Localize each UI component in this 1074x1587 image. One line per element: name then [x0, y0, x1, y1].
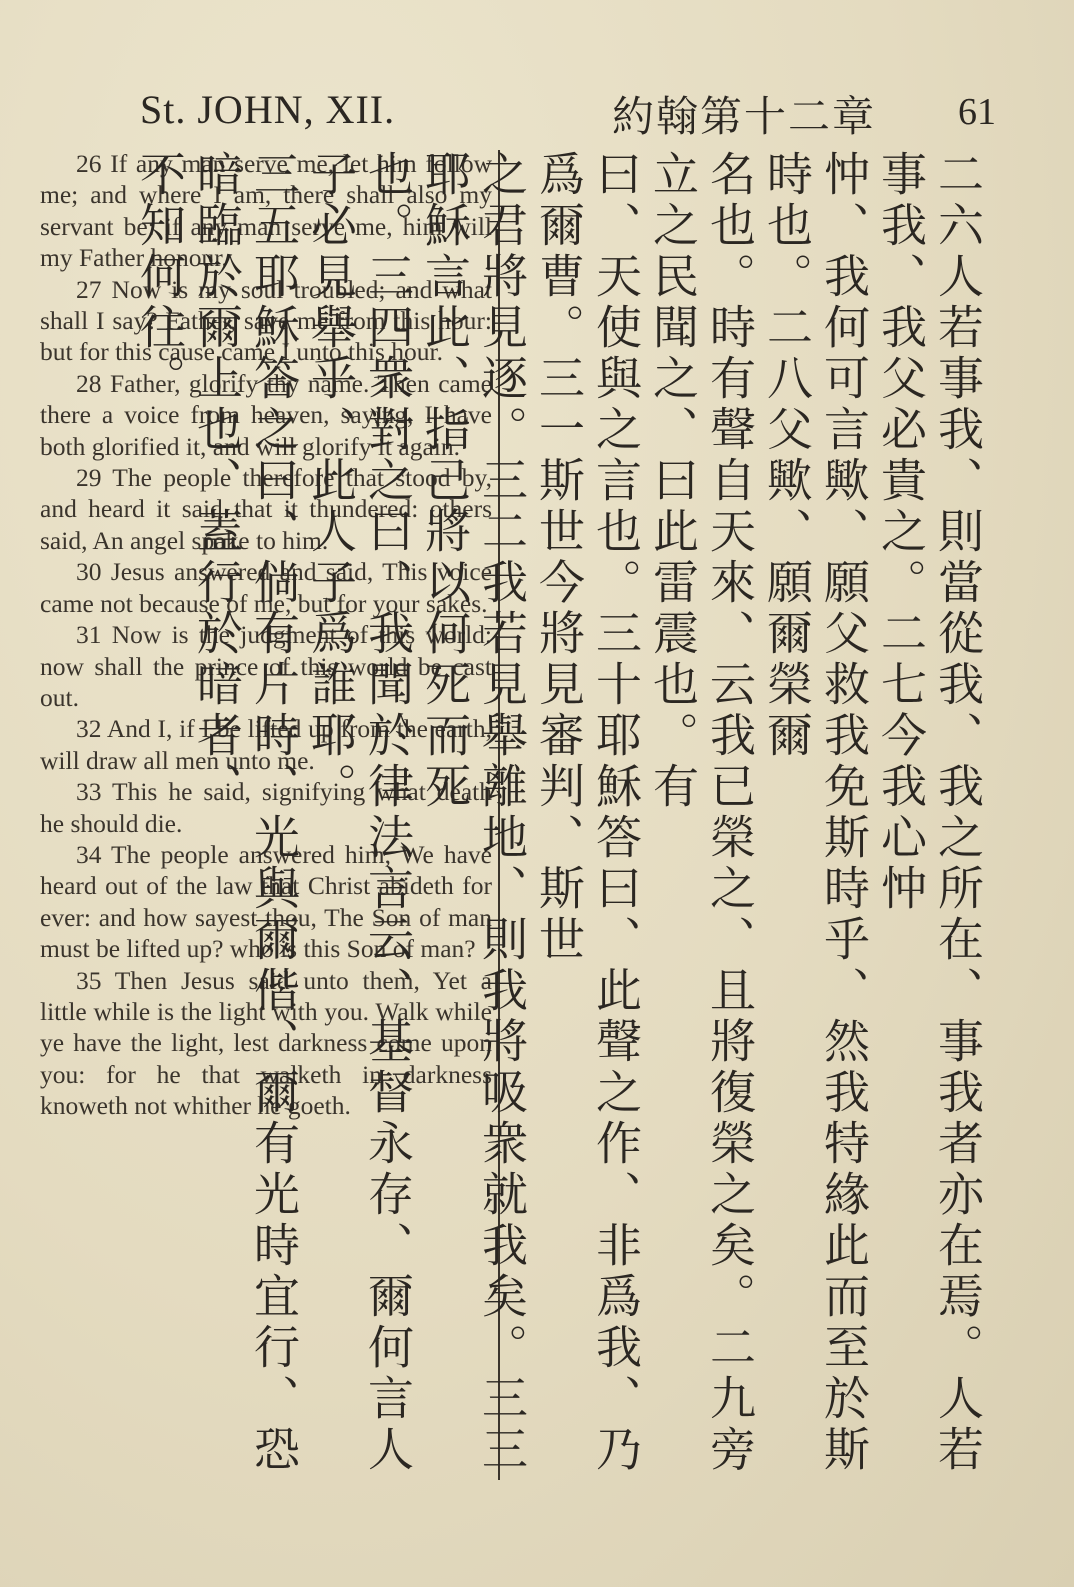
chinese-line: 之君將見逐。三二我若見舉離地、則我將吸衆就我矣。三三耶穌言此、指己將以何死而死 — [418, 150, 529, 1476]
chinese-line: 三五耶穌答之曰、倘有片時、光與爾偕、爾有光時宜行、恐暗臨於爾上也、蓋行於暗者、 — [190, 150, 301, 1476]
chinese-line: 二六人若事我、則當從我、我之所在、事我者亦在焉。人若事我、我父必貴之。二七今我心忡 — [874, 150, 985, 1476]
chinese-line: 不知何往。 — [133, 150, 187, 405]
running-header-english: St. JOHN, XII. — [140, 87, 396, 132]
verse-29: 29 The people therefore that stood by, and heard it said that it thundered: others said, An angel spake to him. — [40, 463, 492, 555]
chinese-line: 曰、天使與之言也。三十耶穌答曰、此聲之作、非爲我、乃爲爾曹。三一斯世今將見審判、斯世 — [532, 150, 643, 1476]
chinese-line: 也。三四衆對之曰、我聞於律法言云、基督永存、爾何言人子必見舉乎、此人子爲誰耶。 — [304, 150, 415, 1476]
verse-26: 26 If any man serve me, let him follow me; and where I am, there shall also my servant be: if any man serve me, him will my Father honour. — [40, 149, 492, 273]
verse-30: 30 Jesus answered and said, This voice came not because of me, but for your sakes. — [40, 557, 492, 618]
verse-28: 28 Father, glorify thy name. Then came there a voice from heaven, saying, I have both glorified it, and will glorify it again. — [40, 368, 492, 461]
chinese-line: 名也。時有聲自天來、云我已榮之、且將復榮之矣。二九旁立之民聞之、曰此雷震也。有 — [646, 150, 757, 1476]
verse-35: 35 Then Jesus said unto them, Yet a little while is the light with you. Walk while ye have the light, lest darkness come upon you: for he that walketh in darkness knoweth not whither he goeth. — [40, 965, 492, 1121]
verse-34: 34 The people answered him, We have heard out of the law that Christ abideth for ever: and how sayest thou, The Son of man must be lifted up? who is this Son of man? — [40, 839, 492, 964]
chinese-line: 忡、我何可言歟、願父救我免斯時乎、然我特緣此而至於斯時也。二八父歟、願爾榮爾 — [760, 150, 871, 1476]
verse-27: 27 Now is my soul troubled; and what shall I say? Father, save me from this hour: but for this cause came I unto this hour. — [40, 274, 492, 367]
verse-33: 33 This he said, signifying what death he should die. — [40, 777, 492, 838]
running-header-chinese: 約翰第十二章 — [612, 92, 877, 141]
verse-31: 31 Now is the judgment of this world: now shall the prince of this world be cast out. — [40, 620, 492, 712]
verse-32: 32 And I, if I be lifted up from the earth, will draw all men unto me. — [40, 714, 492, 775]
page-number: 61 — [958, 91, 996, 133]
